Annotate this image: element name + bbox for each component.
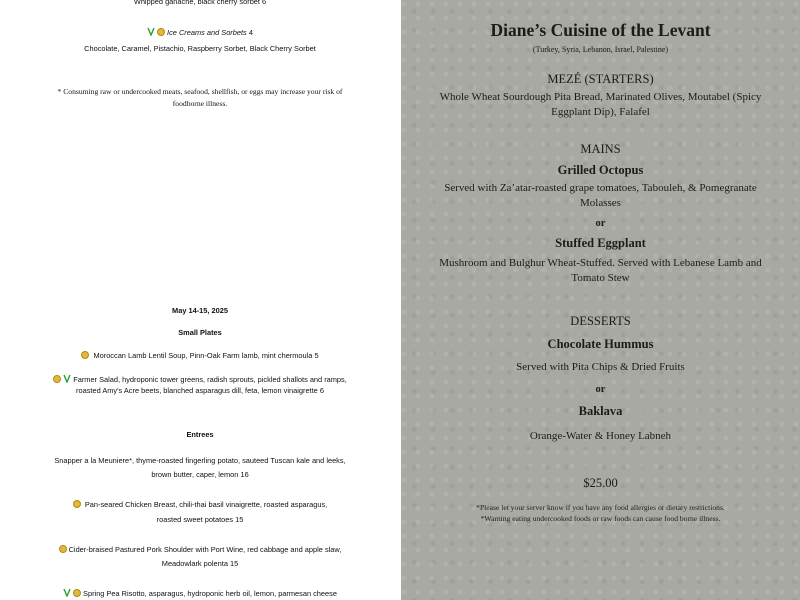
menu-date: May 14-15, 2025 bbox=[172, 306, 228, 315]
pork-item bbox=[40, 544, 360, 555]
chicken-item bbox=[40, 499, 360, 510]
meze-line-1: Whole Wheat Sourdough Pita Bread, Marinated Olives, Moutabel (Spicy bbox=[439, 91, 762, 103]
octopus-description bbox=[401, 181, 800, 211]
chicken-text-2: roasted sweet potatoes 15 bbox=[156, 515, 244, 524]
octopus-line-1: Served with Za’atar-roasted grape tomatoes, Tabouleh, & Pomegranate bbox=[444, 182, 757, 194]
dessert-description: Whipped ganache, black cherry sorbet 6 bbox=[133, 0, 267, 6]
soup-item bbox=[40, 350, 360, 361]
allergy-note: *Please let your server know if you have any food allergies or dietary restrictions. bbox=[476, 503, 725, 512]
octopus-line-2: Molasses bbox=[580, 197, 621, 209]
meze-heading: MEZÉ (STARTERS) bbox=[547, 72, 654, 86]
gluten-free-icon bbox=[81, 351, 89, 359]
desserts-heading: DESSERTS bbox=[570, 314, 631, 328]
vegetarian-leaf-icon bbox=[63, 588, 71, 597]
eggplant-dish: Stuffed Eggplant bbox=[555, 236, 646, 250]
salad-text-1: Farmer Salad, hydroponic tower greens, radish sprouts, pickled shallots and ramps, bbox=[73, 375, 347, 384]
baklava-description: Orange-Water & Honey Labneh bbox=[529, 430, 672, 442]
snapper-text-2: brown butter, caper, lemon 16 bbox=[151, 470, 249, 479]
gluten-free-icon bbox=[73, 500, 81, 508]
meze-line-2: Eggplant Dip), Falafel bbox=[551, 106, 650, 118]
or-separator: or bbox=[595, 218, 606, 229]
chicken-text-1: Pan-seared Chicken Breast, chili-thai basil vinaigrette, roasted asparagus, bbox=[84, 500, 328, 509]
risotto-item bbox=[40, 588, 360, 599]
right-menu-photo bbox=[401, 0, 800, 600]
hummus-dish: Chocolate Hummus bbox=[547, 337, 654, 351]
disclaimer-line-2: foodborne illness. bbox=[172, 99, 228, 108]
salad-item bbox=[40, 374, 360, 385]
soup-text: Moroccan Lamb Lentil Soup, Pinn-Oak Farm lamb, mint chermoula 5 bbox=[93, 351, 319, 360]
ice-cream-price: 4 bbox=[248, 28, 253, 37]
gluten-free-icon bbox=[73, 589, 81, 597]
gluten-free-icon bbox=[53, 375, 61, 383]
octopus-dish: Grilled Octopus bbox=[557, 163, 644, 177]
ice-cream-title: Ice Creams and Sorbets bbox=[167, 28, 247, 37]
or-separator: or bbox=[595, 384, 606, 395]
ice-cream-description: Chocolate, Caramel, Pistachio, Raspberry Sorbet, Black Cherry Sorbet bbox=[84, 44, 316, 53]
ice-cream-line bbox=[40, 27, 360, 38]
eggplant-line-1: Mushroom and Bulghur Wheat-Stuffed. Served with Lebanese Lamb and bbox=[439, 257, 762, 269]
salad-text-2: roasted Amy's Acre beets, blanched asparagus dill, feta, lemon vinaigrette 6 bbox=[76, 386, 324, 395]
menu-price: $25.00 bbox=[583, 476, 618, 490]
menu-subtitle: (Turkey, Syria, Lebanon, Israel, Palestine) bbox=[532, 45, 669, 54]
mains-heading: MAINS bbox=[580, 142, 621, 156]
gluten-free-icon bbox=[59, 545, 67, 553]
meze-description bbox=[401, 90, 800, 120]
eggplant-line-2: Tomato Stew bbox=[571, 272, 630, 284]
undercooked-warning: *Warning eating undercooked foods or raw foods can cause food borne illness. bbox=[480, 514, 721, 523]
gluten-free-icon bbox=[157, 28, 165, 36]
disclaimer-line-1: * Consuming raw or undercooked meats, seafood, shellfish, or eggs may increase your risk of bbox=[57, 87, 343, 96]
small-plates-heading: Small Plates bbox=[178, 328, 222, 337]
baklava-dish: Baklava bbox=[578, 404, 623, 418]
snapper-text-1: Snapper a la Meuniere*, thyme-roasted fingerling potato, sauteed Tuscan kale and leeks, bbox=[54, 456, 346, 465]
pork-text-2: Meadowlark polenta 15 bbox=[161, 559, 239, 568]
entrees-heading: Entrees bbox=[186, 430, 214, 439]
pork-text-1: Cider-braised Pastured Pork Shoulder with Port Wine, red cabbage and apple slaw, bbox=[68, 545, 342, 554]
menu-title: Diane’s Cuisine of the Levant bbox=[490, 20, 711, 40]
eggplant-description bbox=[401, 256, 800, 286]
hummus-description: Served with Pita Chips & Dried Fruits bbox=[516, 361, 685, 373]
vegetarian-leaf-icon bbox=[63, 374, 71, 383]
risotto-text-1: Spring Pea Risotto, asparagus, hydroponic herb oil, lemon, parmesan cheese bbox=[83, 589, 337, 598]
vegetarian-leaf-icon bbox=[147, 27, 155, 36]
